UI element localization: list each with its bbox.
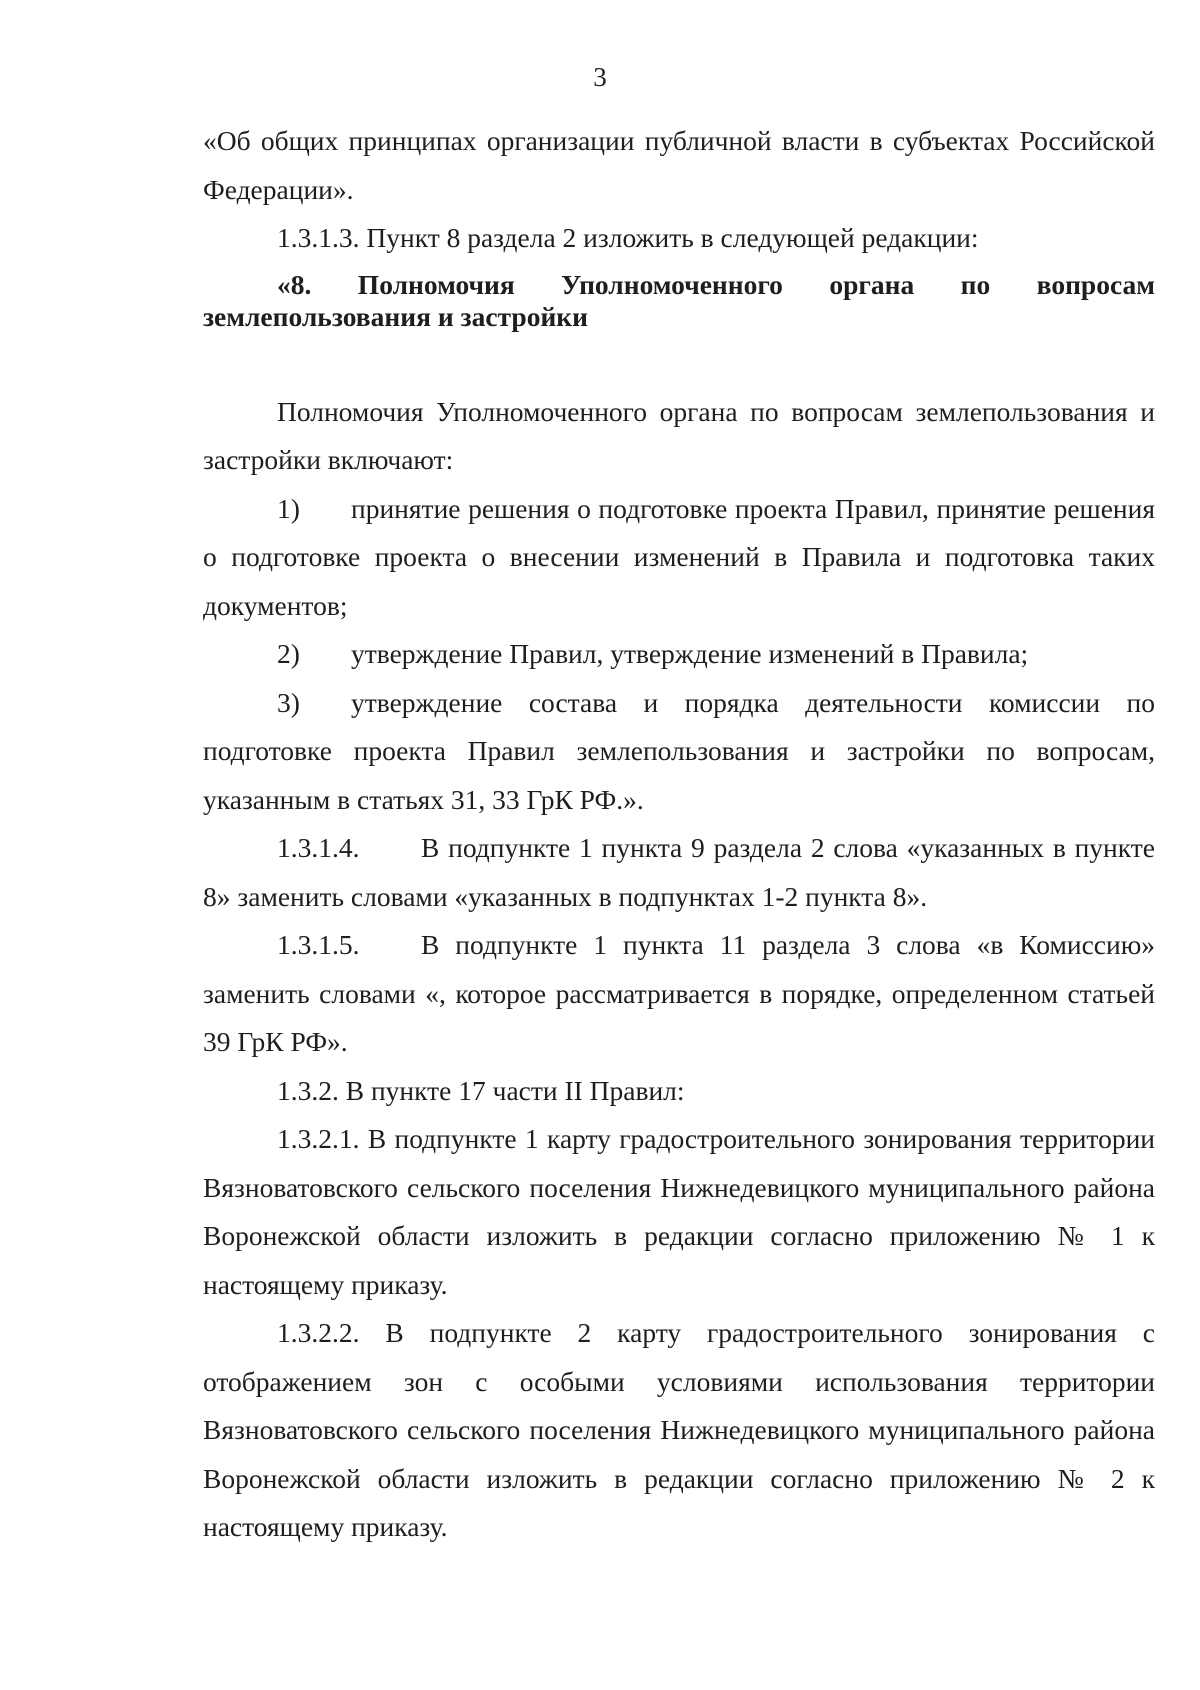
list-item-text: принятие решения о подготовке проекта Правил, принятие решения о подготовке проекта о внесении изменений в Правила и подготовка таких документов;: [203, 492, 1155, 621]
paragraph-clause-1-3-1-4: [203, 824, 1155, 921]
paragraph-intro-continuation: «Об общих принципах организации публичной власти в субъектах Российской Федерации».: [203, 125, 1155, 205]
list-item-number: 3): [277, 686, 300, 718]
document-body: [203, 117, 1155, 1552]
list-item-3: [203, 679, 1155, 825]
paragraph-clause-1-3-1-5: [203, 921, 1155, 1067]
paragraph-clause-1-3-2: 1.3.2. В пункте 17 части II Правил:: [277, 1074, 685, 1106]
list-item-number: 1): [277, 492, 300, 524]
paragraph-powers-intro: Полномочия Уполномоченного органа по вопросам землепользования и застройки включают:: [203, 395, 1155, 475]
clause-text: В подпункте 1 пункта 11 раздела 3 слова «в Комиссию» заменить словами «, которое рассматривается в порядке, определенном статьей 39 ГрК РФ».: [203, 929, 1155, 1057]
paragraph-clause-1-3-1-3: 1.3.1.3. Пункт 8 раздела 2 изложить в следующей редакции:: [277, 222, 979, 253]
list-item-1: [203, 485, 1155, 631]
list-item-2: [203, 630, 1155, 679]
spacer: [203, 333, 1155, 388]
paragraph-clause-1-3-2-2: 1.3.2.2. В подпункте 2 карту градостроительного зонирования с отображением зон с особыми условиями использования территории Вязноватовского сельского поселения Нижнедевицкого муниципального района Воронежской области изложить в редакции согласно приложению № 2 к настоящему приказу.: [203, 1317, 1155, 1542]
clause-number: 1.3.1.5.: [277, 929, 360, 960]
section-heading: «8. Полномочия Уполномоченного органа по вопросам землепользования и застройки: [203, 268, 1155, 332]
list-item-text: утверждение Правил, утверждение изменений в Правила;: [351, 638, 1029, 669]
paragraph-clause-1-3-2-1: 1.3.2.1. В подпункте 1 карту градостроительного зонирования территории Вязноватовского сельского поселения Нижнедевицкого муниципального района Воронежской области изложить в редакции согласно приложению № 1 к настоящему приказу.: [203, 1123, 1155, 1300]
list-item-number: 2): [277, 638, 300, 669]
clause-text: В подпункте 1 пункта 9 раздела 2 слова «указанных в пункте 8» заменить словами «указанных в подпунктах 1-2 пункта 8».: [203, 832, 1155, 912]
clause-number: 1.3.1.4.: [277, 832, 360, 863]
page-number: 3: [593, 62, 607, 92]
list-item-text: утверждение состава и порядка деятельности комиссии по подготовке проекта Правил землепользования и застройки по вопросам, указанным в статьях 31, 33 ГрК РФ.».: [203, 686, 1155, 815]
